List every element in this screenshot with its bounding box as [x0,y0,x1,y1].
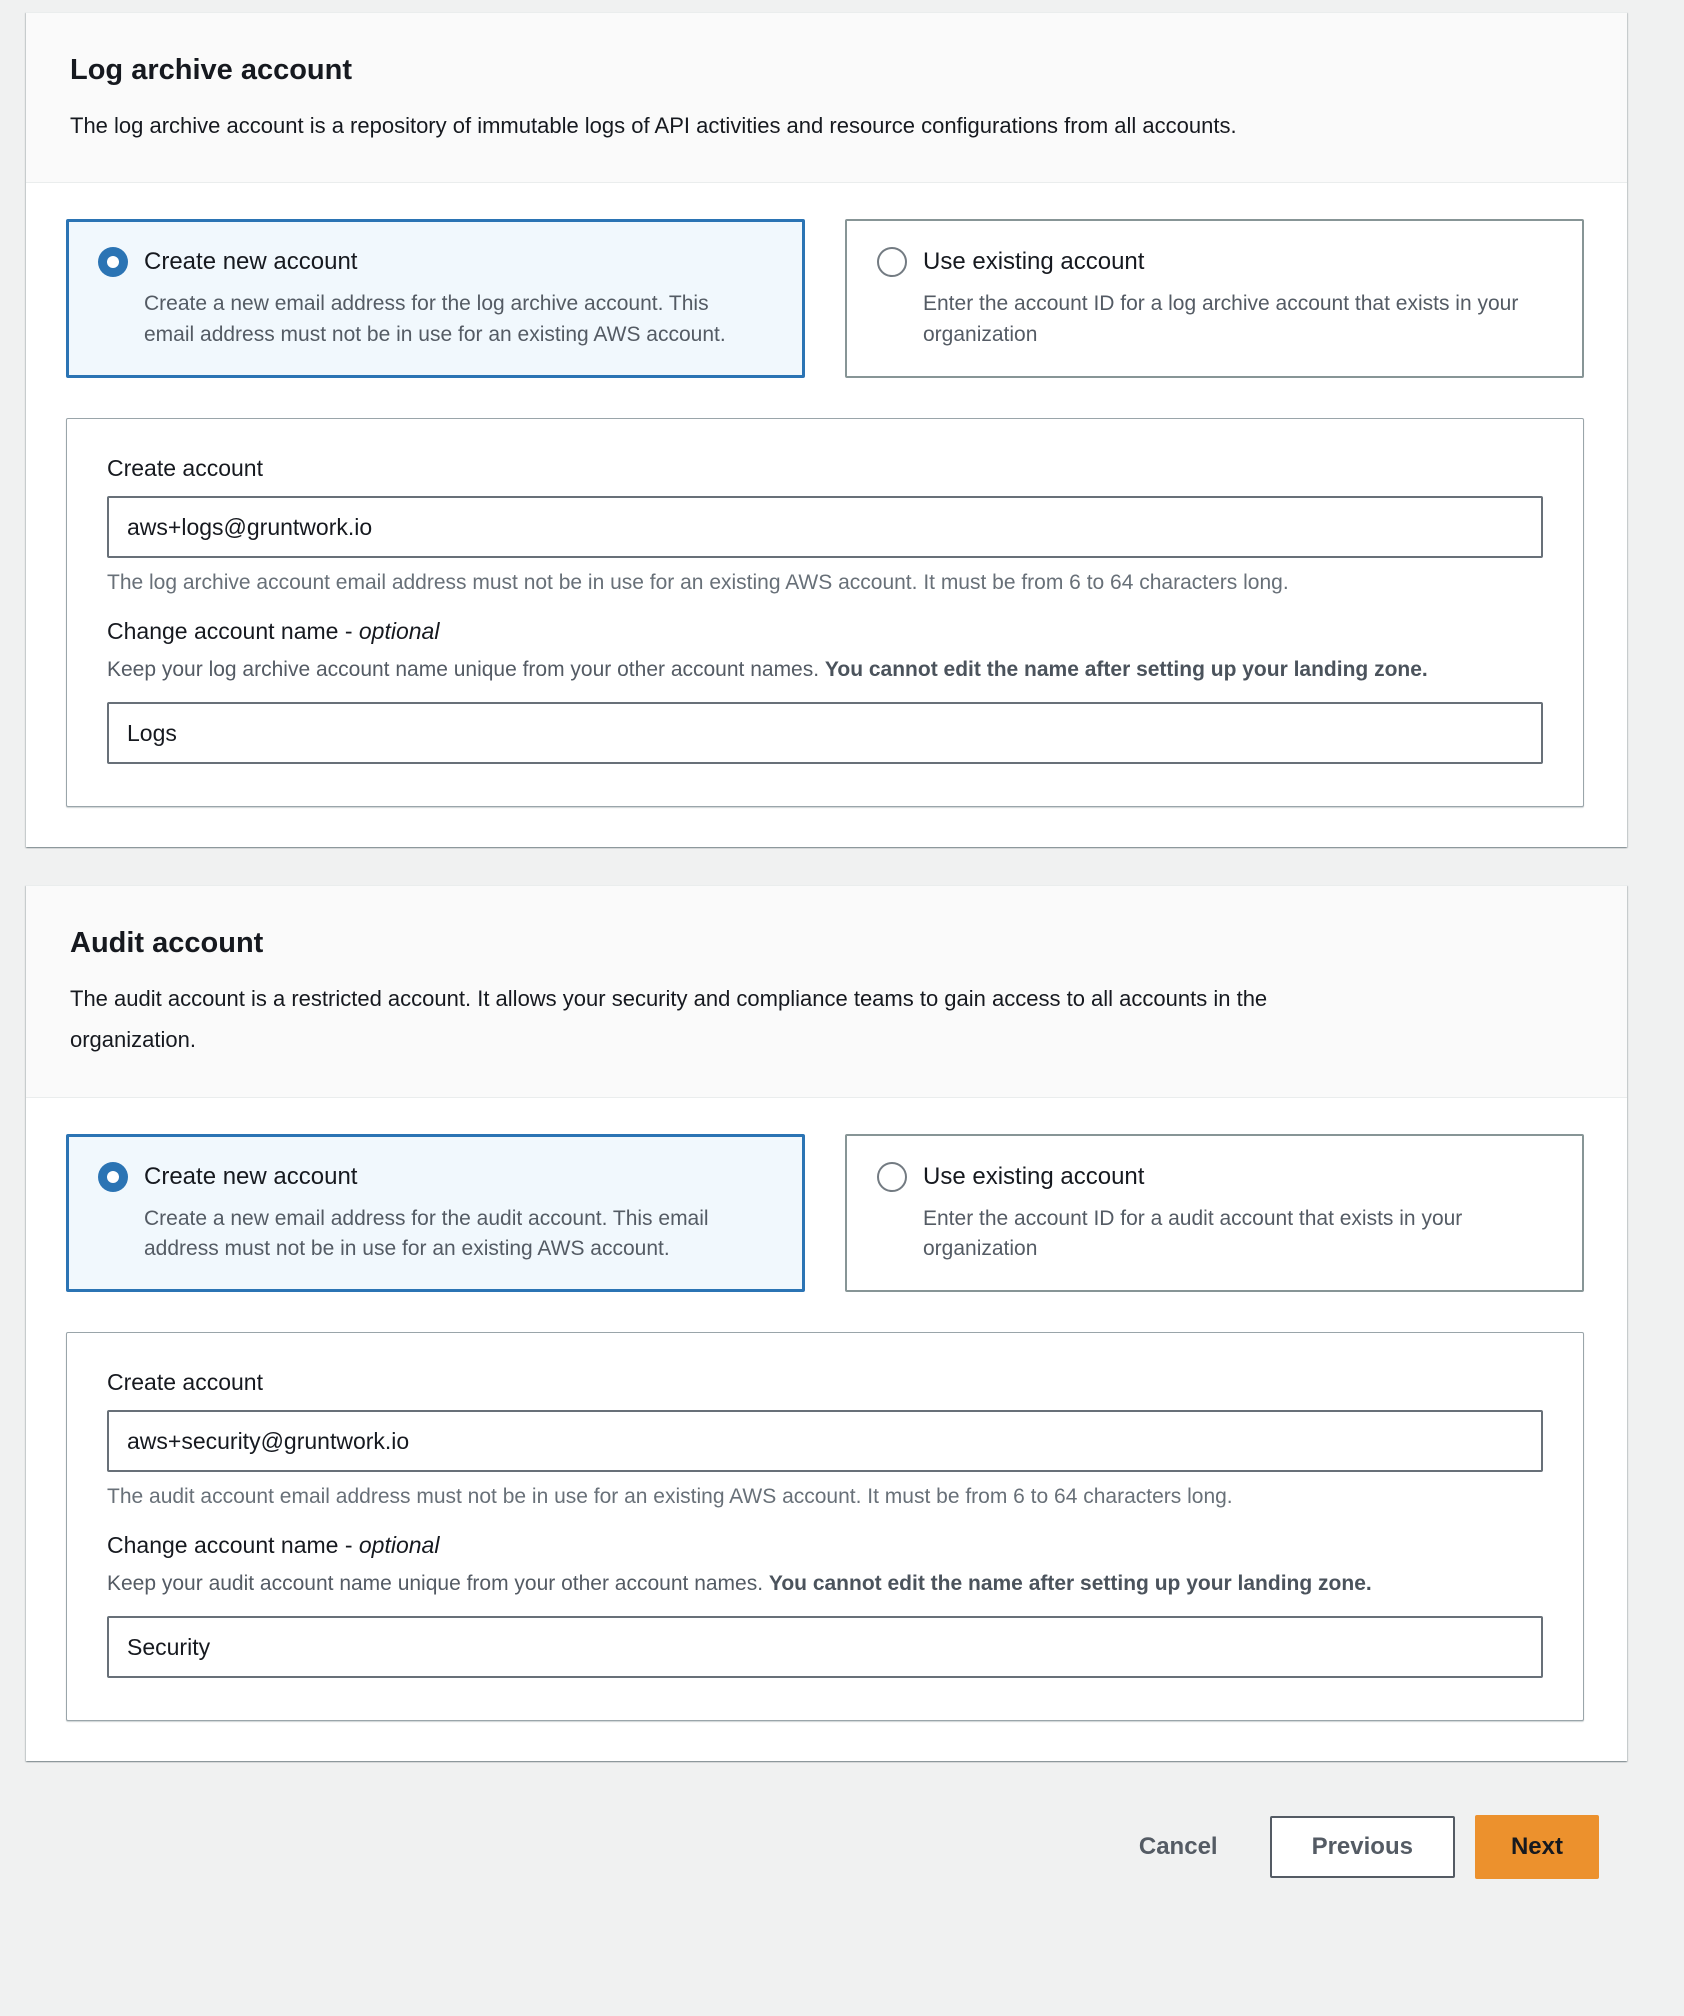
audit-email-input[interactable] [107,1410,1543,1472]
email-constraint-text: The audit account email address must not be in use for an existing AWS account. It must be from 6 to 64 characters long. [107,1485,1233,1509]
log-archive-section [26,12,1627,847]
create-new-account-label: Create new account [144,1162,358,1190]
radio-unselected-icon[interactable] [877,1162,907,1192]
audit-account-option-cards [66,1134,1584,1293]
audit-create-new-account-card[interactable] [66,1134,805,1293]
audit-title: Audit account [70,927,264,960]
account-name-help-text [107,1567,1477,1601]
log-archive-create-account-panel [66,418,1584,807]
use-existing-account-description: Enter the account ID for a log archive account that exists in your organization [923,292,1519,346]
audit-use-existing-account-card[interactable] [845,1134,1584,1293]
log-archive-email-input[interactable] [107,496,1543,558]
audit-section [26,885,1627,1761]
audit-description: The audit account is a restricted account. It allows your security and compliance teams to gain access to all accounts in the organization. [70,986,1268,1052]
account-name-help-bold: You cannot edit the name after setting up your landing zone. [824,657,1428,681]
log-archive-account-name-input[interactable] [107,702,1543,764]
card-head [877,247,1554,277]
cancel-button[interactable]: Cancel [1115,1819,1242,1875]
card-head [98,247,775,277]
create-new-account-description: Create a new email address for the log archive account. This email address must not be in use for an existing AWS account. [144,292,726,346]
use-existing-account-label: Use existing account [923,1162,1145,1190]
create-account-email-label: Create account [107,1369,263,1396]
wizard-footer [26,1815,1599,1879]
account-name-help-normal: Keep your audit account name unique from your other account names. [107,1571,769,1595]
radio-unselected-icon[interactable] [877,247,907,277]
log-archive-create-new-account-card[interactable] [66,219,805,378]
account-name-help-bold: You cannot edit the name after setting up your landing zone. [768,1571,1372,1595]
log-archive-section-content [26,183,1627,847]
log-archive-use-existing-account-card[interactable] [845,219,1584,378]
create-account-email-label: Create account [107,455,263,482]
create-new-account-description: Create a new email address for the audit account. This email address must not be in use for an existing AWS account. [144,1206,709,1260]
email-constraint-text: The log archive account email address must not be in use for an existing AWS account. It must be from 6 to 64 characters long. [107,571,1289,595]
account-name-help-normal: Keep your log archive account name unique from your other account names. [107,657,825,681]
log-archive-description: The log archive account is a repository of immutable logs of API activities and resource configurations from all accounts. [70,112,1237,138]
change-account-name-label [107,1532,1543,1559]
optional-text: optional [358,617,440,644]
account-name-help-text [107,653,1477,687]
log-archive-account-option-cards [66,219,1584,378]
change-account-name-text: Change account name - [107,1531,359,1558]
next-button[interactable]: Next [1475,1815,1599,1879]
optional-text: optional [358,1531,440,1558]
previous-button[interactable]: Previous [1270,1816,1455,1878]
card-head [98,1162,775,1192]
audit-create-account-panel [66,1332,1584,1721]
use-existing-account-description: Enter the account ID for a audit account that exists in your organization [923,1206,1463,1260]
use-existing-account-label: Use existing account [923,248,1145,276]
audit-account-name-input[interactable] [107,1616,1543,1678]
audit-section-header [26,886,1627,1097]
change-account-name-text: Change account name - [107,617,359,644]
radio-selected-icon[interactable] [98,247,128,277]
audit-section-content [26,1098,1627,1762]
log-archive-section-header [26,13,1627,183]
radio-selected-icon[interactable] [98,1162,128,1192]
log-archive-title: Log archive account [70,54,353,86]
card-head [877,1162,1554,1192]
create-new-account-label: Create new account [144,248,358,276]
change-account-name-label [107,618,1543,645]
